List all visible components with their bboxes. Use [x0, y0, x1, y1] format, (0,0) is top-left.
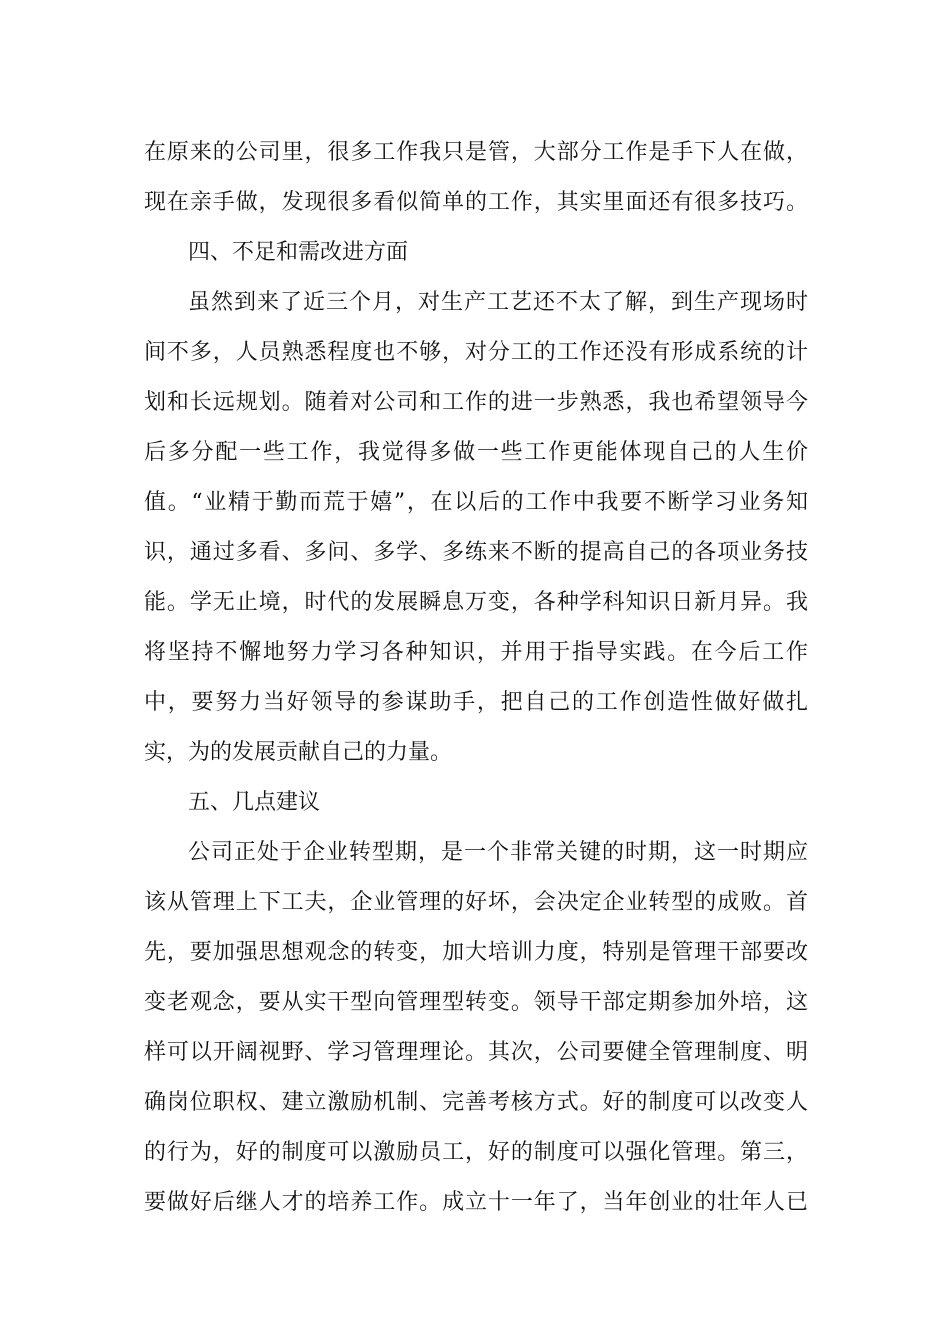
section-heading-5: 五、几点建议: [188, 790, 321, 815]
text-line: 现在亲手做，发现很多看似简单的工作，其实里面还有很多技巧。: [144, 190, 808, 215]
text-line: 能。学无止境，时代的发展瞬息万变，各种学科知识日新月异。我: [144, 590, 808, 615]
text-line: 值。“业精于勤而荒于嬉”，在以后的工作中我要不断学习业务知: [144, 490, 808, 515]
text-line: 该从管理上下工夫，企业管理的好坏，会决定企业转型的成败。首: [144, 890, 808, 915]
text-line: 在原来的公司里，很多工作我只是管，大部分工作是手下人在做，: [144, 140, 808, 165]
text-line: 间不多，人员熟悉程度也不够，对分工的工作还没有形成系统的计: [144, 340, 808, 365]
text-line: 的行为，好的制度可以激励员工，好的制度可以强化管理。第三，: [144, 1140, 808, 1165]
text-line: 中，要努力当好领导的参谋助手，把自己的工作创造性做好做扎: [144, 690, 808, 715]
text-line: 要做好后继人才的培养工作。成立十一年了，当年创业的壮年人已: [144, 1190, 808, 1215]
text-line: 样可以开阔视野、学习管理理论。其次，公司要健全管理制度、明: [144, 1040, 808, 1065]
section-heading-4: 四、不足和需改进方面: [188, 240, 409, 265]
text-line: 识，通过多看、多问、多学、多练来不断的提高自己的各项业务技: [144, 540, 808, 565]
text-line: 确岗位职权、建立激励机制、完善考核方式。好的制度可以改变人: [144, 1090, 808, 1115]
text-line: 变老观念，要从实干型向管理型转变。领导干部定期参加外培，这: [144, 990, 808, 1015]
text-line: 实，为的发展贡献自己的力量。: [144, 740, 453, 765]
document-body: [144, 128, 808, 1228]
text-line: 公司正处于企业转型期，是一个非常关键的时期，这一时期应: [188, 840, 808, 865]
text-line: 后多分配一些工作，我觉得多做一些工作更能体现自己的人生价: [144, 440, 808, 465]
text-line: 将坚持不懈地努力学习各种知识，并用于指导实践。在今后工作: [144, 640, 808, 665]
text-line: 虽然到来了近三个月，对生产工艺还不太了解，到生产现场时: [188, 290, 808, 315]
text-line: 划和长远规划。随着对公司和工作的进一步熟悉，我也希望领导今: [144, 390, 808, 415]
text-line: 先，要加强思想观念的转变，加大培训力度，特别是管理干部要改: [144, 940, 808, 965]
